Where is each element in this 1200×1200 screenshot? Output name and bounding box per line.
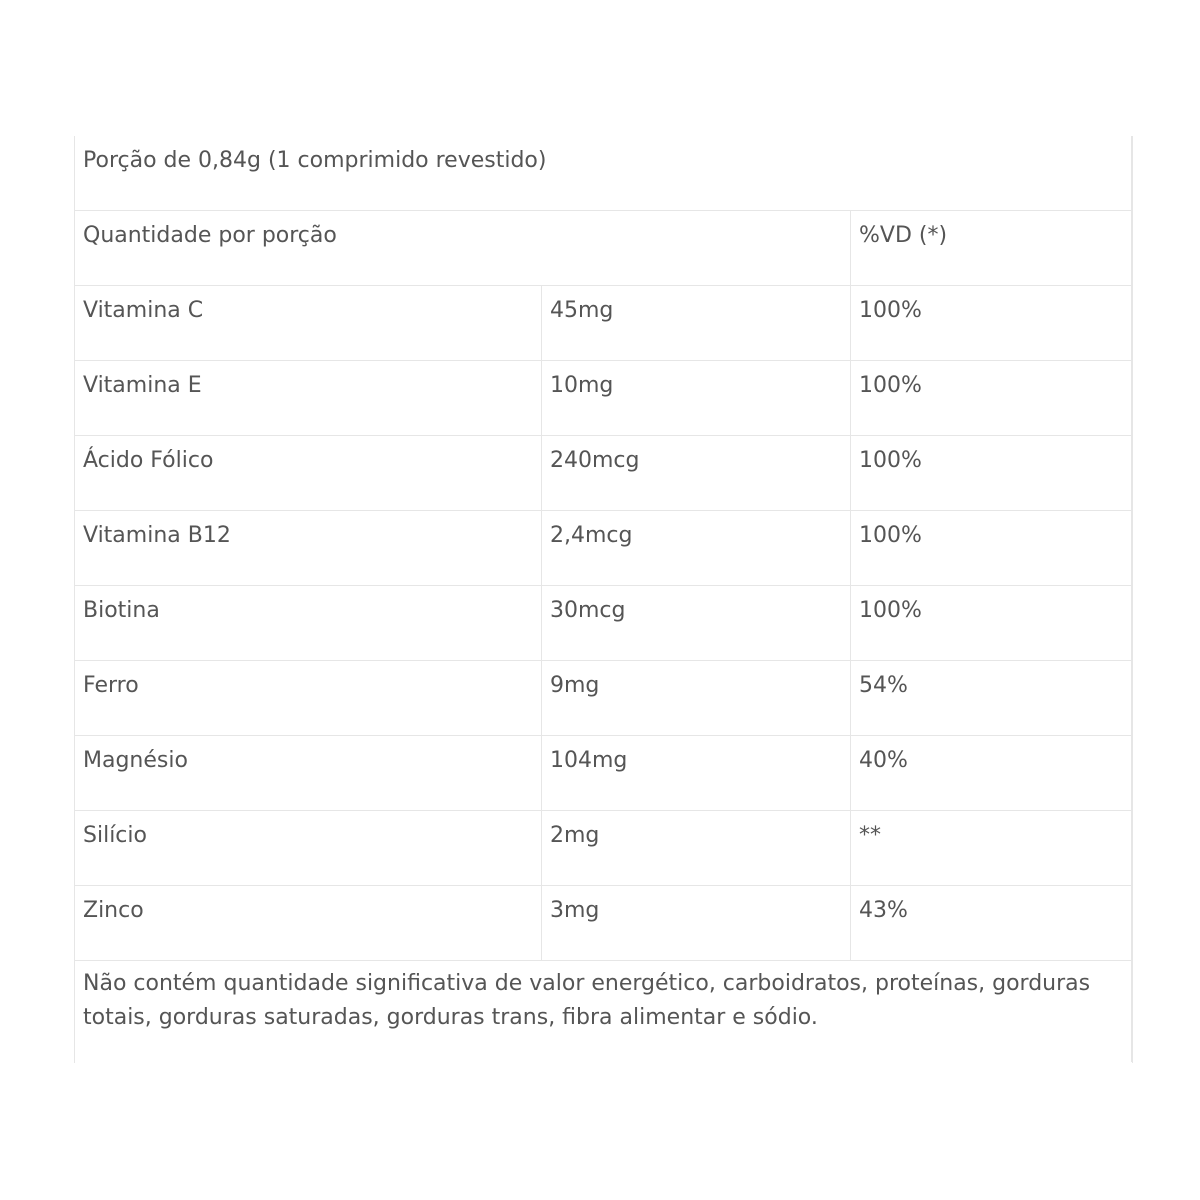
nutrient-dv: 100% xyxy=(851,360,1133,435)
footnote-row xyxy=(75,960,1133,1063)
table-row xyxy=(75,585,1133,660)
nutrition-table xyxy=(74,136,1133,1063)
footnote: Não contém quantidade significativa de valor energético, carboidratos, proteínas, gorduras totais, gorduras saturadas, gorduras trans, fibra alimentar e sódio. xyxy=(75,960,1133,1063)
nutrient-amount: 10mg xyxy=(542,360,851,435)
nutrient-amount: 240mcg xyxy=(542,435,851,510)
serving-size: Porção de 0,84g (1 comprimido revestido) xyxy=(75,136,1133,210)
nutrient-dv: 40% xyxy=(851,735,1133,810)
nutrient-dv: ** xyxy=(851,810,1133,885)
nutrient-amount: 104mg xyxy=(542,735,851,810)
nutrient-amount: 9mg xyxy=(542,660,851,735)
nutrient-amount: 3mg xyxy=(542,885,851,960)
table-row xyxy=(75,435,1133,510)
nutrient-dv: 54% xyxy=(851,660,1133,735)
nutrient-name: Vitamina B12 xyxy=(75,510,542,585)
nutrient-name: Ferro xyxy=(75,660,542,735)
serving-row xyxy=(75,136,1133,210)
dv-header: %VD (*) xyxy=(851,210,1133,285)
nutrient-dv: 100% xyxy=(851,585,1133,660)
header-row xyxy=(75,210,1133,285)
nutrient-name: Vitamina C xyxy=(75,285,542,360)
table-row xyxy=(75,810,1133,885)
nutrient-dv: 100% xyxy=(851,285,1133,360)
table-row xyxy=(75,885,1133,960)
nutrient-amount: 2,4mcg xyxy=(542,510,851,585)
nutrient-name: Ácido Fólico xyxy=(75,435,542,510)
nutrient-dv: 100% xyxy=(851,435,1133,510)
nutrient-name: Vitamina E xyxy=(75,360,542,435)
nutrient-name: Silício xyxy=(75,810,542,885)
table-row xyxy=(75,735,1133,810)
nutrient-name: Biotina xyxy=(75,585,542,660)
nutrient-name: Magnésio xyxy=(75,735,542,810)
nutrient-amount: 45mg xyxy=(542,285,851,360)
nutrient-amount: 2mg xyxy=(542,810,851,885)
table-row xyxy=(75,510,1133,585)
quantity-header: Quantidade por porção xyxy=(75,210,851,285)
nutrient-dv: 100% xyxy=(851,510,1133,585)
table-row xyxy=(75,360,1133,435)
nutrient-name: Zinco xyxy=(75,885,542,960)
nutrient-amount: 30mcg xyxy=(542,585,851,660)
table-row xyxy=(75,285,1133,360)
table-row xyxy=(75,660,1133,735)
nutrient-dv: 43% xyxy=(851,885,1133,960)
